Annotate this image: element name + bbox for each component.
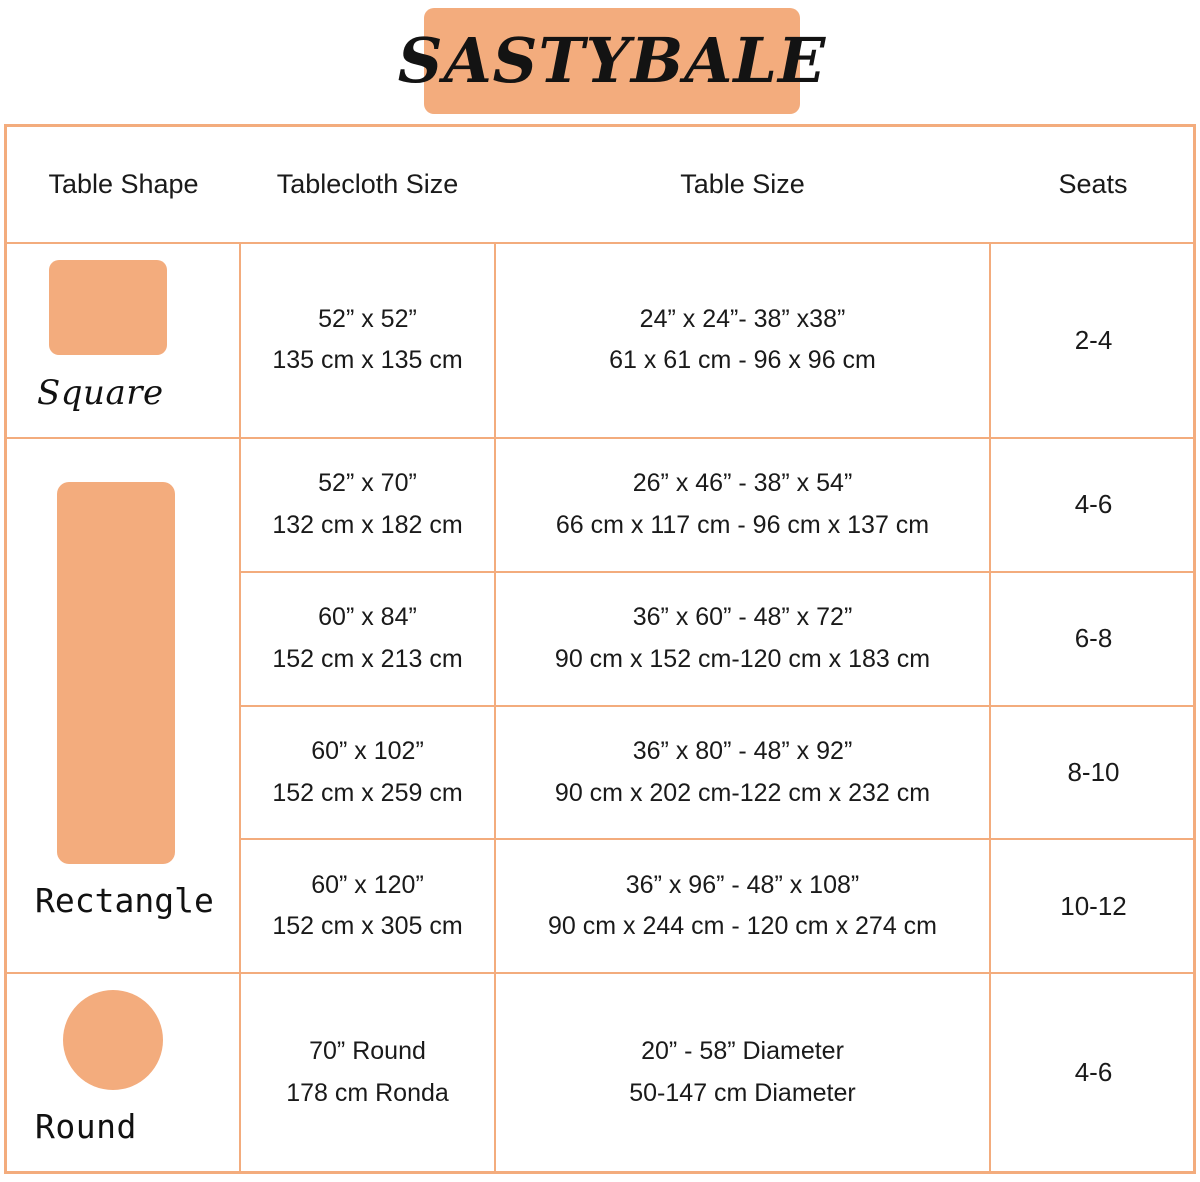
value-table-inches: 36” x 60” - 48” x 72” [632,603,853,632]
value-table-inches: 24” x 24”- 38” x38” [639,305,846,334]
value-cloth-cm: 152 cm x 305 cm [272,912,463,941]
cell-seats: 4-6 [990,438,1196,572]
brand-badge [397,8,827,114]
value-cloth-cm: 178 cm Ronda [286,1078,449,1107]
column-header-shape: Table Shape [7,127,240,243]
cell-seats: 6-8 [990,572,1196,706]
square-shape-icon [49,260,167,355]
value-cloth-inches: 60” x 120” [311,870,424,899]
value-cloth-cm: 132 cm x 182 cm [272,510,463,539]
round-shape-icon [63,990,163,1090]
cell-table-size [495,839,990,971]
cell-seats: 4-6 [990,973,1196,1171]
value-table-cm: 90 cm x 152 cm-120 cm x 183 cm [554,644,931,673]
shape-label-rectangle: Rectangle [35,881,214,921]
size-chart-table [7,127,1196,1171]
size-chart-frame [4,124,1196,1174]
column-header-table-size: Table Size [495,127,990,243]
value-table-inches: 36” x 80” - 48” x 92” [632,737,853,766]
cell-table-size [495,243,990,438]
value-table-cm: 50-147 cm Diameter [629,1078,856,1107]
value-table-cm: 66 cm x 117 cm - 96 cm x 137 cm [555,510,930,539]
value-cloth-inches: 60” x 84” [318,603,417,632]
value-cloth-cm: 135 cm x 135 cm [272,346,463,375]
value-cloth-inches: 52” x 52” [318,305,417,334]
column-header-seats: Seats [990,127,1196,243]
shape-label-round: Round [35,1107,137,1147]
value-cloth-inches: 60” x 102” [311,737,424,766]
cell-tablecloth-size [240,438,495,572]
brand-name: SASTYBALE [397,24,827,97]
value-table-inches: 20” - 58” Diameter [641,1037,844,1066]
cell-tablecloth-size [240,572,495,706]
cell-tablecloth-size [240,839,495,971]
value-cloth-cm: 152 cm x 259 cm [272,778,463,807]
cell-seats: 2-4 [990,243,1196,438]
cell-tablecloth-size [240,243,495,438]
value-cloth-inches: 70” Round [309,1037,426,1066]
value-cloth-inches: 52” x 70” [318,469,417,498]
column-header-tablecloth-size: Tablecloth Size [240,127,495,243]
shape-cell-rectangle [7,438,240,974]
cell-table-size [495,438,990,572]
shape-cell-square [7,243,240,438]
value-table-inches: 36” x 96” - 48” x 108” [625,870,860,899]
brand-header [0,0,1200,120]
cell-tablecloth-size [240,706,495,840]
cell-table-size [495,973,990,1171]
shape-cell-round [7,973,240,1171]
value-table-cm: 61 x 61 cm - 96 x 96 cm [609,346,876,375]
rectangle-shape-icon [57,482,175,864]
value-table-cm: 90 cm x 202 cm-122 cm x 232 cm [554,778,931,807]
cell-seats: 10-12 [990,839,1196,971]
cell-seats: 8-10 [990,706,1196,840]
shape-label-square: Square [37,372,164,413]
value-table-inches: 26” x 46” - 38” x 54” [632,469,853,498]
value-cloth-cm: 152 cm x 213 cm [272,644,463,673]
cell-table-size [495,572,990,706]
value-table-cm: 90 cm x 244 cm - 120 cm x 274 cm [547,912,938,941]
table-row [7,243,1196,438]
table-row [7,438,1196,572]
table-header-row [7,127,1196,243]
cell-table-size [495,706,990,840]
cell-tablecloth-size [240,973,495,1171]
table-row [7,973,1196,1171]
